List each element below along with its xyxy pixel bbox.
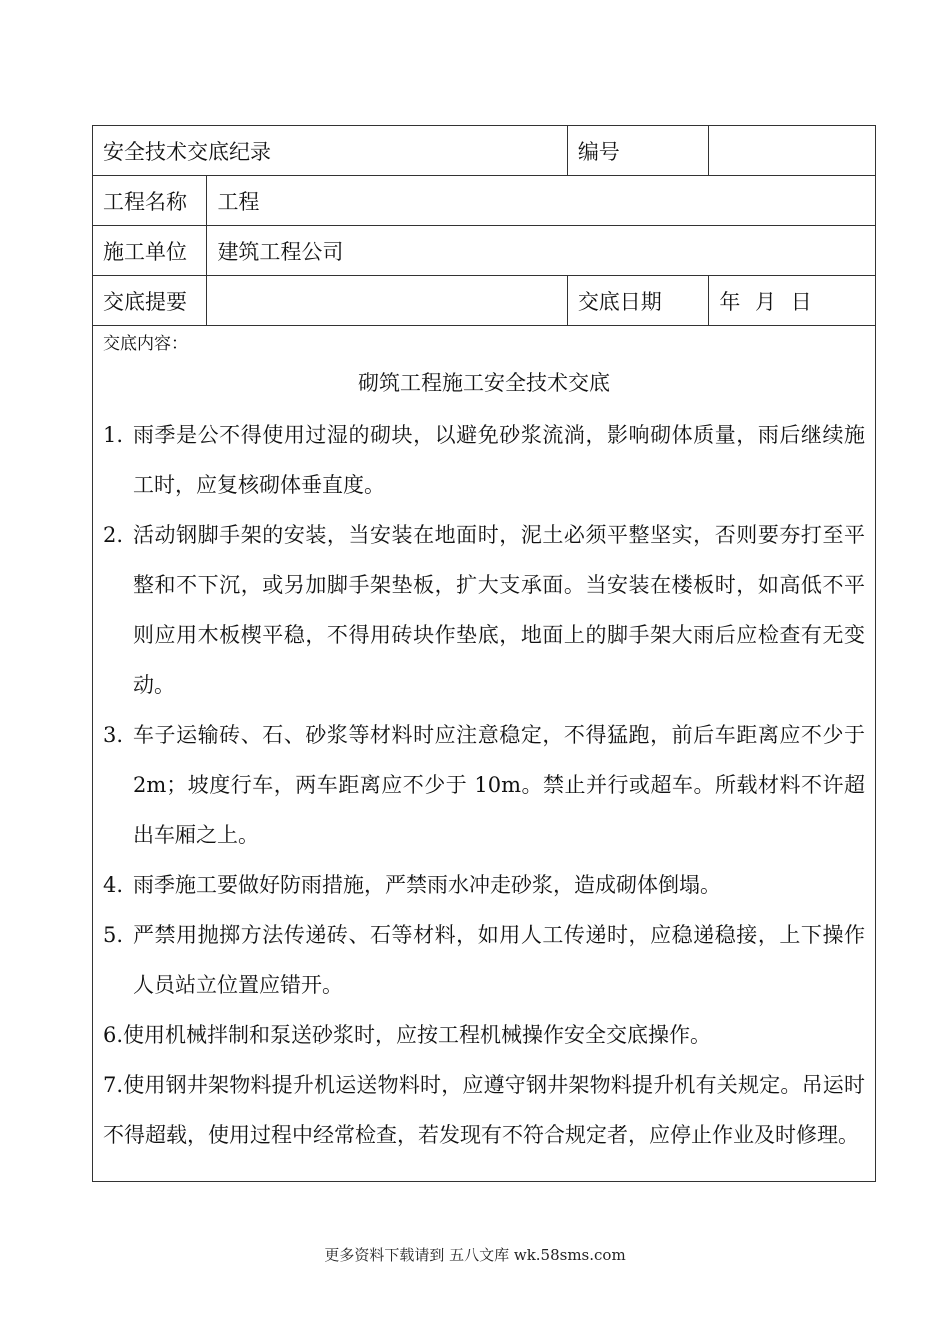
content-title: 砌筑工程施工安全技术交底 (358, 371, 610, 395)
construction-unit-label: 施工单位 (93, 226, 207, 276)
row-content (93, 326, 876, 1182)
number-value (709, 126, 876, 176)
project-name-value: 工程 (207, 176, 876, 226)
row-summary-date (93, 276, 876, 326)
row-record-title (93, 126, 876, 176)
row-project-name (93, 176, 876, 226)
number-label: 编号 (567, 126, 709, 176)
item-number: 5. (103, 923, 124, 947)
summary-value (207, 276, 567, 326)
record-title: 安全技术交底纪录 (93, 126, 568, 176)
list-item-6: 6.使用机械拌制和泵送砂浆时，应按工程机械操作安全交底操作。 (103, 1023, 712, 1047)
item-text: 车子运输砖、石、砂浆等材料时应注意稳定，不得猛跑，前后车距离应不少于 2m；坡度行车，两车距离应不少于 10m。禁止并行或超车。所载材料不许超出车厢之上。 (133, 723, 865, 847)
content-body (93, 326, 875, 1181)
item-number: 2. (103, 523, 124, 547)
item-text: 雨季是公不得使用过湿的砌块，以避免砂浆流淌，影响砌体质量，雨后继续施工时，应复核砌体垂直度。 (133, 423, 865, 497)
list-item (103, 410, 865, 510)
construction-unit-value: 建筑工程公司 (207, 226, 876, 276)
content-cell (93, 326, 876, 1182)
list-item (103, 510, 865, 710)
date-value: 年 月 日 (709, 276, 876, 326)
summary-label: 交底提要 (93, 276, 207, 326)
item-text: 活动钢脚手架的安装，当安装在地面时，泥土必须平整坚实，否则要夯打至平整和不下沉，或另加脚手架垫板，扩大支承面。当安装在楼板时，如高低不平则应用木板楔平稳，不得用砖块作垫底，地面上的脚手架大雨后应检查有无变动。 (133, 523, 865, 697)
item-number: 1. (103, 423, 124, 447)
list-item-7: 7.使用钢井架物料提升机运送物料时，应遵守钢井架物料提升机有关规定。吊运时不得超载，使用过程中经常检查，若发现有不符合规定者，应停止作业及时修理。 (103, 1073, 865, 1147)
date-label: 交底日期 (567, 276, 709, 326)
list-item (103, 860, 865, 910)
safety-briefing-form (92, 125, 876, 1182)
item-text: 雨季施工要做好防雨措施，严禁雨水冲走砂浆，造成砌体倒塌。 (133, 873, 721, 897)
content-label: 交底内容： (103, 334, 188, 354)
item-text: 严禁用抛掷方法传递砖、石等材料，如用人工传递时，应稳递稳接，上下操作人员站立位置应错开。 (133, 923, 865, 997)
list-item (103, 910, 865, 1010)
row-construction-unit (93, 226, 876, 276)
item-number: 3. (103, 723, 124, 747)
list-item (103, 710, 865, 860)
footer-download-note: 更多资料下载请到 五八文库 wk.58sms.com (324, 1246, 626, 1264)
project-name-label: 工程名称 (93, 176, 207, 226)
item-number: 4. (103, 873, 124, 897)
